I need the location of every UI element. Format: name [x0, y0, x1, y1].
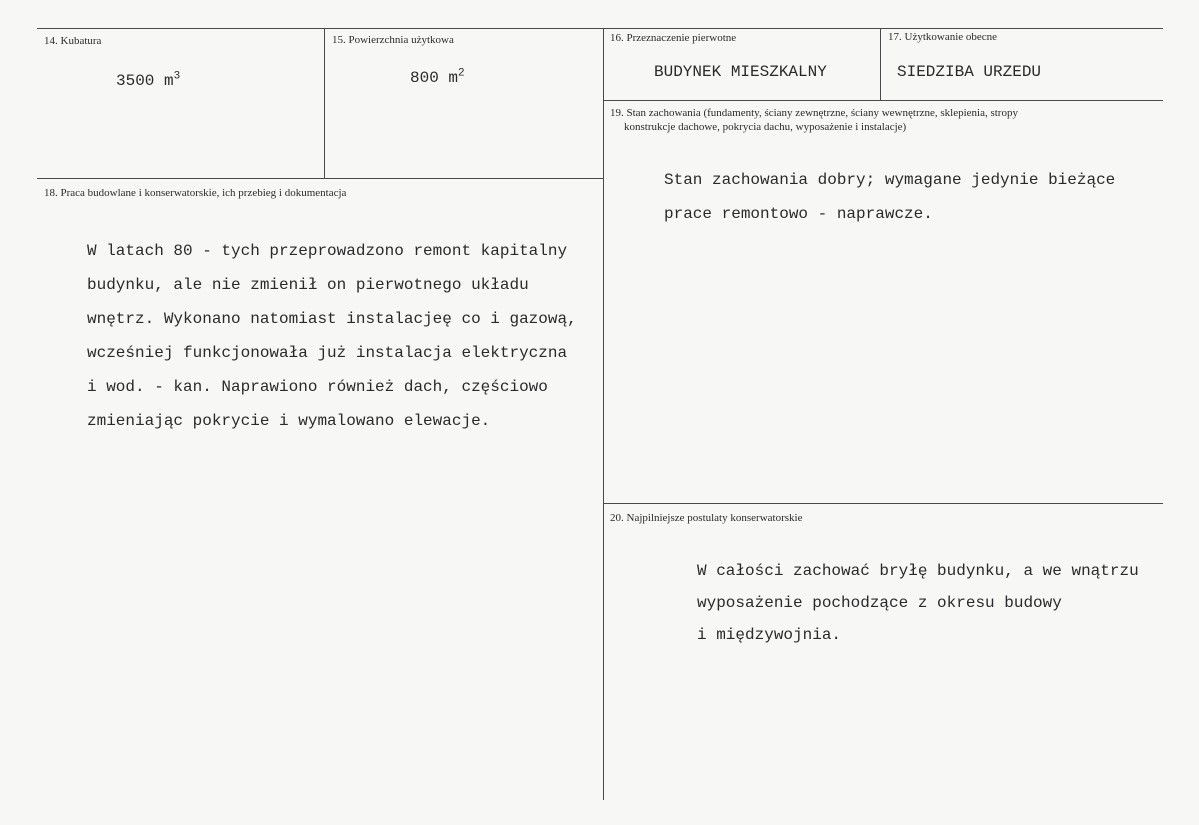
- przeznaczenie-label: 16. Przeznaczenie pierwotne: [610, 32, 737, 44]
- postulaty-line: wyposażenie pochodzące z okresu budowy: [697, 594, 1062, 612]
- kubatura-number: 3500 m: [116, 72, 174, 90]
- rule-mid-left: [37, 178, 603, 179]
- top-rule: [37, 28, 1163, 29]
- stan-zachowania-line: Stan zachowania dobry; wymagane jedynie bieżące: [664, 171, 1116, 189]
- powierzchnia-number: 800 m: [410, 69, 459, 87]
- stan-zachowania-label-line2: konstrukcje dachowe, pokrycia dachu, wyposażenie i instalacje): [624, 121, 907, 133]
- praca-budowlane-text: [87, 234, 577, 438]
- stan-zachowania-text: [664, 163, 1115, 231]
- postulaty-line: i międzywojnia.: [697, 626, 842, 644]
- rule-row2: [603, 100, 1163, 101]
- powierzchnia-value: [410, 69, 465, 87]
- kubatura-exponent: 3: [173, 70, 181, 83]
- divider-14-15: [324, 28, 325, 178]
- uzytkowanie-value: SIEDZIBA URZEDU: [897, 63, 1042, 81]
- praca-budowlane-line: budynku, ale nie zmienił on pierwotnego układu: [87, 276, 529, 294]
- kubatura-label: 14. Kubatura: [44, 35, 102, 47]
- praca-budowlane-line: W latach 80 - tych przeprowadzono remont kapitalny: [87, 242, 568, 260]
- praca-budowlane-line: i wod. - kan. Naprawiono również dach, częściowo: [87, 378, 548, 396]
- praca-budowlane-line: zmieniając pokrycie i wymalowano elewacje.: [87, 412, 491, 430]
- postulaty-label: 20. Najpilniejsze postulaty konserwatorskie: [610, 512, 803, 524]
- praca-budowlane-label: 18. Praca budowlane i konserwatorskie, ich przebieg i dokumentacja: [44, 187, 347, 199]
- powierzchnia-label: 15. Powierzchnia użytkowa: [332, 34, 454, 46]
- stan-zachowania-label: [610, 106, 1018, 134]
- powierzchnia-exponent: 2: [458, 67, 465, 80]
- postulaty-text: [697, 555, 1139, 651]
- przeznaczenie-value: BUDYNEK MIESZKALNY: [654, 63, 827, 81]
- kubatura-value: [116, 72, 180, 90]
- divider-16-17: [880, 28, 881, 100]
- postulaty-line: W całości zachować bryłę budynku, a we wnątrzu: [697, 562, 1139, 580]
- praca-budowlane-line: wcześniej funkcjonowała już instalacja elektryczna: [87, 344, 568, 362]
- praca-budowlane-line: wnętrz. Wykonano natomiast instalacjeę co i gazową,: [87, 310, 577, 328]
- uzytkowanie-label: 17. Użytkowanie obecne: [888, 31, 998, 43]
- divider-main: [603, 28, 604, 800]
- stan-zachowania-line: prace remontowo - naprawcze.: [664, 205, 933, 223]
- rule-row20: [603, 503, 1163, 504]
- stan-zachowania-label-line1: 19. Stan zachowania (fundamenty, ściany zewnętrzne, ściany wewnętrzne, sklepienia, stropy: [610, 107, 1018, 119]
